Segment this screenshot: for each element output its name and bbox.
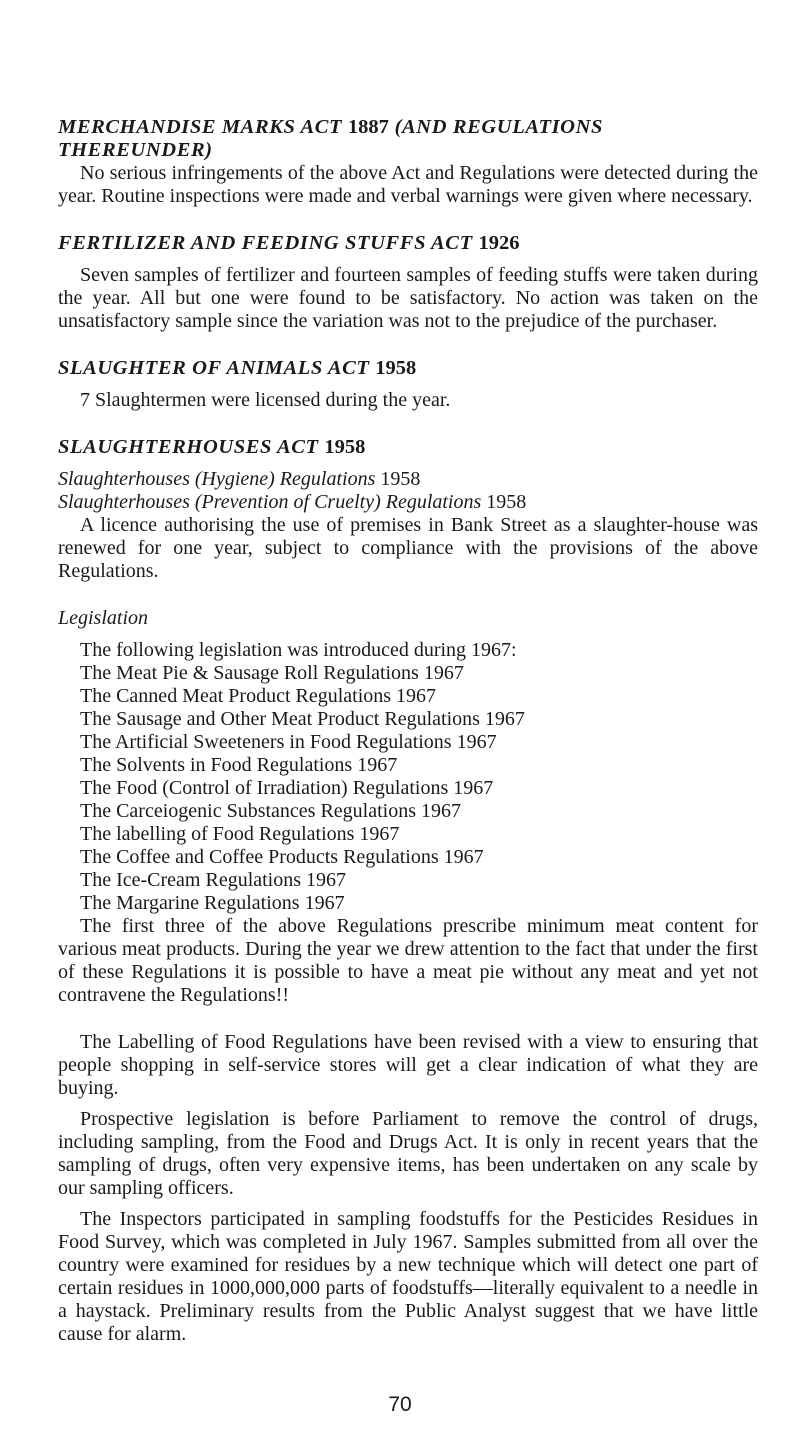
list-item: The labelling of Food Regulations 1967 <box>80 823 400 845</box>
page-content <box>58 116 758 1346</box>
section-slaughter-animals <box>58 357 758 412</box>
section-body: 7 Slaughtermen were licensed during the year. <box>80 389 451 411</box>
list-item: The Sausage and Other Meat Product Regulations 1967 <box>80 708 525 730</box>
section-body: Seven samples of fertilizer and fourteen samples of feeding stuffs were taken during the year. All but one were found to be satisfactory. No action was taken on the unsatisfactory sample since the variation was not to the prejudice of the purchaser. <box>58 264 758 332</box>
list-item: The Artificial Sweeteners in Food Regulations 1967 <box>80 731 497 753</box>
list-item: The Food (Control of Irradiation) Regulations 1967 <box>80 777 494 799</box>
heading-text-rest: (AND REGULATIONS <box>394 116 603 138</box>
list-item: The Meat Pie & Sausage Roll Regulations 1967 <box>80 662 464 684</box>
section-fertilizer <box>58 232 758 333</box>
heading-year: 1958 <box>375 357 417 379</box>
list-item: The Canned Meat Product Regulations 1967 <box>80 685 437 707</box>
paragraph-labelling: The Labelling of Food Regulations have been revised with a view to ensuring that people shopping in self-service stores will get a clear indication of what they are buying. <box>58 1031 758 1099</box>
legislation-heading: Legislation <box>58 607 149 629</box>
heading-text-line2: THEREUNDER) <box>58 139 213 161</box>
section-legislation <box>58 607 758 1346</box>
regulations-list <box>58 662 758 915</box>
section-slaughterhouses <box>58 436 758 583</box>
section-heading <box>58 436 758 459</box>
list-item: The Carceiogenic Substances Regulations 1967 <box>80 800 462 822</box>
page-number: 70 <box>388 1393 412 1416</box>
heading-text: SLAUGHTERHOUSES ACT <box>58 436 319 458</box>
list-item: The Coffee and Coffee Products Regulations 1967 <box>80 846 484 868</box>
paragraph-pesticides: The Inspectors participated in sampling foodstuffs for the Pesticides Residues in Food Survey, which was completed in July 1967. Samples submitted from all over the country were examined for residues by a new technique which will detect one part of certain residues in 1000,000,000 parts of foodstuffs—literally equivalent to a needle in a haystack. Preliminary results from the Public Analyst suggest that we have little cause for alarm. <box>58 1208 758 1345</box>
subheading-hygiene: Slaughterhouses (Hygiene) Regulations 1958 <box>58 468 421 490</box>
list-item: The Ice-Cream Regulations 1967 <box>80 869 347 891</box>
heading-year: 1887 <box>347 116 389 138</box>
legislation-intro: The following legislation was introduced during 1967: <box>80 639 517 661</box>
list-item: The Margarine Regulations 1967 <box>80 892 345 914</box>
section-heading <box>58 116 758 162</box>
section-heading <box>58 232 758 255</box>
heading-year: 1958 <box>324 436 366 458</box>
paragraph-prospective: Prospective legislation is before Parliament to remove the control of drugs, including sampling, from the Food and Drugs Act. It is only in recent years that the sampling of drugs, often very expensive items, has been undertaken on any scale by our sampling officers. <box>58 1108 758 1199</box>
heading-year: 1926 <box>478 232 520 254</box>
paragraph-minimum-meat: The first three of the above Regulations prescribe minimum meat content for various meat products. During the year we drew attention to the fact that under the first of these Regulations it is possible to have a meat pie without any meat and yet not contravene the Regulations!! <box>58 915 758 1006</box>
section-heading <box>58 357 758 380</box>
section-body: No serious infringements of the above Act and Regulations were detected during the year. Routine inspections were made and verbal warnings were given where necessary. <box>58 162 758 207</box>
section-merchandise-marks <box>58 116 758 208</box>
heading-text: FERTILIZER AND FEEDING STUFFS ACT <box>58 232 473 254</box>
section-body: A licence authorising the use of premises in Bank Street as a slaughter-house was renewed for one year, subject to compliance with the provisions of the above Regulations. <box>58 514 758 582</box>
list-item: The Solvents in Food Regulations 1967 <box>80 754 398 776</box>
subheading-cruelty: Slaughterhouses (Prevention of Cruelty) Regulations 1958 <box>58 491 527 513</box>
heading-text: SLAUGHTER OF ANIMALS ACT <box>58 357 370 379</box>
heading-text: MERCHANDISE MARKS ACT <box>58 116 343 138</box>
